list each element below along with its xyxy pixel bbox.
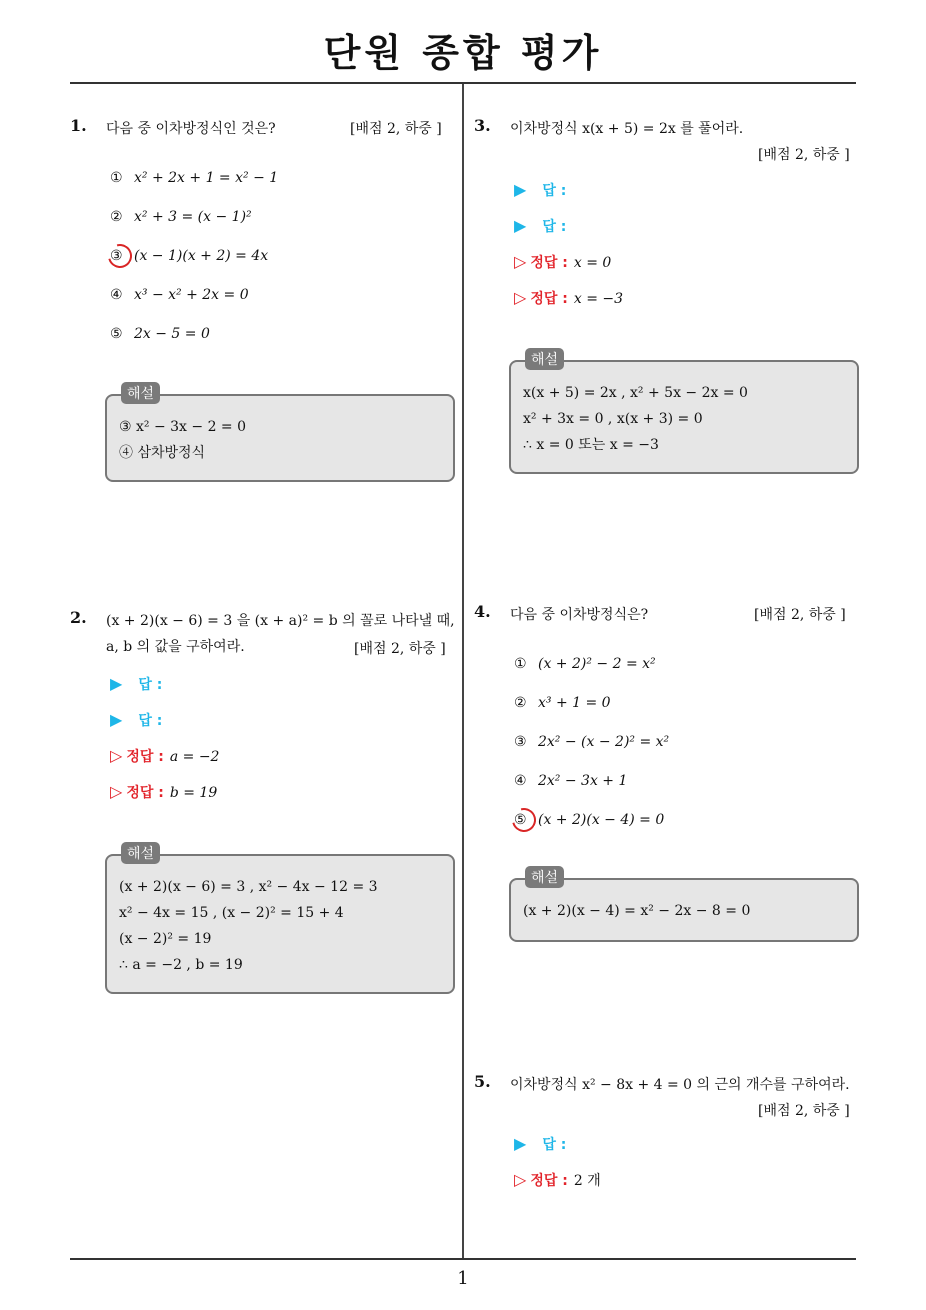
choice-1[interactable]: ① x² + 2x + 1 = x² − 1: [110, 170, 279, 186]
bottom-rule: [70, 1258, 856, 1260]
score-label: [배점 2, 하중 ]: [754, 607, 846, 623]
question-5: [474, 1072, 860, 1202]
column-divider: [462, 84, 464, 1258]
answer-field-1[interactable]: ▶ 답 :: [514, 180, 567, 199]
question-text: 다음 중 이차방정식은?: [510, 607, 649, 623]
score-label: [배점 2, 하중 ]: [350, 121, 442, 137]
question-text: 이차방정식 x² − 8x + 4 = 0 의 근의 개수를 구하여라.: [510, 1077, 850, 1093]
explanation-line: ④ 삼차방정식: [119, 445, 206, 461]
outline-triangle-icon: ▷: [514, 288, 527, 307]
explanation-tag: 해설: [121, 382, 160, 404]
play-triangle-icon: ▶: [514, 1134, 527, 1153]
answer-field-1[interactable]: ▶ 답 :: [110, 674, 163, 693]
score-label: [배점 2, 하중 ]: [354, 641, 446, 657]
answer-mark-icon: [104, 240, 137, 273]
explanation-line: (x + 2)(x − 6) = 3 , x² − 4x − 12 = 3: [119, 879, 378, 895]
choice-5[interactable]: ⑤ (x + 2)(x − 4) = 0: [514, 812, 664, 828]
play-triangle-icon: ▶: [110, 710, 123, 729]
play-triangle-icon: ▶: [514, 180, 527, 199]
correct-answer-2: ▷ 정답 : b = 19: [110, 782, 218, 801]
choice-3[interactable]: ③ (x − 1)(x + 2) = 4x: [110, 248, 268, 264]
explanation-line: x² − 4x = 15 , (x − 2)² = 15 + 4: [119, 905, 344, 921]
choice-2[interactable]: ② x² + 3 = (x − 1)²: [110, 209, 252, 225]
explanation-line: ∴ a = −2 , b = 19: [119, 957, 243, 973]
question-3: [474, 116, 860, 480]
score-label: [배점 2, 하중 ]: [758, 1103, 850, 1119]
correct-answer-1: ▷ 정답 : 2 개: [514, 1170, 601, 1189]
question-number: 5.: [474, 1072, 491, 1091]
explanation-box: [509, 870, 859, 942]
correct-answer-2: ▷ 정답 : x = −3: [514, 288, 624, 307]
choice-3[interactable]: ③ 2x² − (x − 2)² = x²: [514, 734, 670, 750]
choice-2[interactable]: ② x³ + 1 = 0: [514, 695, 611, 711]
answer-field-1[interactable]: ▶ 답 :: [514, 1134, 567, 1153]
question-number: 1.: [70, 116, 87, 135]
score-label: [배점 2, 하중 ]: [758, 147, 850, 163]
correct-answer-1: ▷ 정답 : x = 0: [514, 252, 612, 271]
answer-mark-icon: [508, 804, 541, 837]
question-text: (x + 2)(x − 6) = 3 을 (x + a)² = b 의 꼴로 나타낼 때, a, b 의 값을 구하여라.: [106, 613, 455, 655]
play-triangle-icon: ▶: [514, 216, 527, 235]
choice-1[interactable]: ① (x + 2)² − 2 = x²: [514, 656, 656, 672]
choice-4[interactable]: ④ x³ − x² + 2x = 0: [110, 287, 249, 303]
question-number: 4.: [474, 602, 491, 621]
explanation-box: [105, 386, 455, 482]
question-number: 3.: [474, 116, 491, 135]
explanation-tag: 해설: [121, 842, 160, 864]
explanation-line: ∴ x = 0 또는 x = −3: [523, 437, 659, 453]
question-number: 2.: [70, 608, 87, 627]
explanation-tag: 해설: [525, 866, 564, 888]
correct-answer-1: ▷ 정답 : a = −2: [110, 746, 220, 765]
question-1: [70, 116, 456, 486]
outline-triangle-icon: ▷: [110, 782, 123, 801]
explanation-line: x(x + 5) = 2x , x² + 5x − 2x = 0: [523, 385, 748, 401]
question-text: 다음 중 이차방정식인 것은?: [106, 121, 276, 137]
explanation-tag: 해설: [525, 348, 564, 370]
outline-triangle-icon: ▷: [110, 746, 123, 765]
explanation-box: [509, 352, 859, 474]
explanation-line: (x − 2)² = 19: [119, 931, 212, 947]
question-2: [70, 608, 456, 998]
choice-4[interactable]: ④ 2x² − 3x + 1: [514, 773, 628, 789]
play-triangle-icon: ▶: [110, 674, 123, 693]
outline-triangle-icon: ▷: [514, 252, 527, 271]
explanation-box: [105, 846, 455, 994]
question-4: [474, 602, 860, 948]
explanation-line: (x + 2)(x − 4) = x² − 2x − 8 = 0: [523, 903, 751, 919]
choice-5[interactable]: ⑤ 2x − 5 = 0: [110, 326, 210, 342]
outline-triangle-icon: ▷: [514, 1170, 527, 1189]
question-text: 이차방정식 x(x + 5) = 2x 를 풀어라.: [510, 121, 744, 137]
answer-field-2[interactable]: ▶ 답 :: [514, 216, 567, 235]
explanation-line: x² + 3x = 0 , x(x + 3) = 0: [523, 411, 703, 427]
page-title: 단원 종합 평가: [323, 31, 603, 75]
answer-field-2[interactable]: ▶ 답 :: [110, 710, 163, 729]
page-number: 1: [457, 1268, 469, 1289]
explanation-line: ③ x² − 3x − 2 = 0: [119, 419, 247, 435]
